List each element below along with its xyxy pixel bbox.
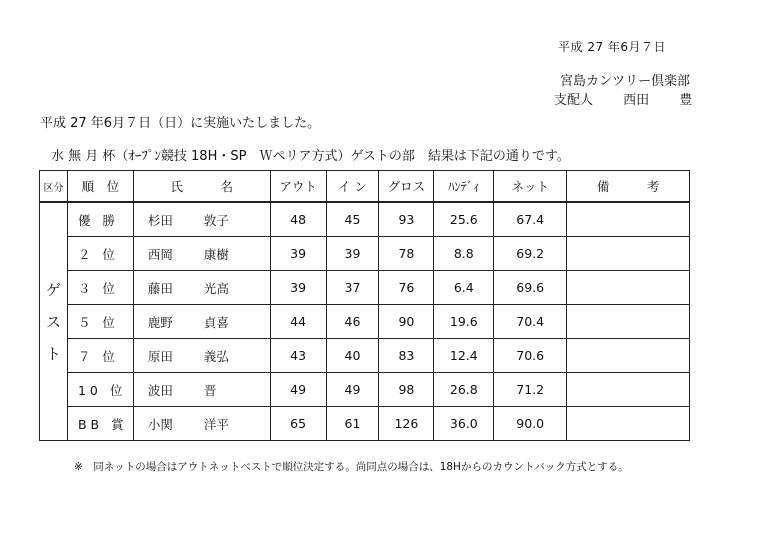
- player-name-cell: [133, 305, 270, 339]
- table-header-row: [40, 171, 690, 203]
- category-char: ゲ: [45, 280, 61, 299]
- footnote: ※ 同ネットの場合はアウトネットベストで順位決定する。尚同点の場合は、18Hからのカウントバック方式とする。: [74, 461, 629, 473]
- net-score-cell: 71.2: [494, 373, 567, 407]
- header-name: 氏 名: [133, 171, 270, 203]
- gross-score-cell: 78: [379, 237, 434, 271]
- gross-score-cell: 93: [379, 202, 434, 237]
- category-char: ス: [45, 312, 61, 331]
- rank-cell: ７ 位: [67, 339, 133, 373]
- player-surname: 波田: [147, 382, 173, 398]
- player-given-name: 義弘: [203, 348, 229, 364]
- player-name-cell: [133, 237, 270, 271]
- remarks-cell: [567, 373, 690, 407]
- player-name-cell: [133, 339, 270, 373]
- out-score-cell: 43: [270, 339, 326, 373]
- intro-text: 平成 27 年6月７日（日）に実施いたしました。: [40, 116, 321, 131]
- handicap-cell: 6.4: [434, 271, 494, 305]
- remarks-cell: [567, 271, 690, 305]
- header-rank: 順 位: [67, 171, 133, 203]
- in-score-cell: 61: [326, 407, 379, 441]
- manager-given-name: 豊: [679, 93, 693, 108]
- gross-score-cell: 98: [379, 373, 434, 407]
- net-score-cell: 90.0: [494, 407, 567, 441]
- player-surname: 藤田: [147, 280, 173, 296]
- out-score-cell: 39: [270, 271, 326, 305]
- out-score-cell: 65: [270, 407, 326, 441]
- table-row: [40, 202, 690, 237]
- handicap-cell: 36.0: [434, 407, 494, 441]
- header-handicap: ﾊﾝﾃﾞｨ: [434, 171, 494, 203]
- player-given-name: 康樹: [203, 246, 229, 262]
- table-row: [40, 305, 690, 339]
- rank-cell: BB 賞: [67, 407, 133, 441]
- manager-role: 支配人: [554, 93, 594, 108]
- handicap-cell: 25.6: [434, 202, 494, 237]
- document-date: 平成 27 年6月７日: [558, 40, 667, 54]
- player-surname: 原田: [147, 348, 173, 364]
- table-row: [40, 271, 690, 305]
- player-given-name: 敦子: [203, 212, 229, 228]
- table-row: [40, 407, 690, 441]
- in-score-cell: 49: [326, 373, 379, 407]
- rank-cell: ５ 位: [67, 305, 133, 339]
- table-row: [40, 237, 690, 271]
- remarks-cell: [567, 407, 690, 441]
- results-heading: 水 無 月 杯（ｵｰﾌﾟﾝ競技 18H・SP Ｗペリア方式）ゲストの部 結果は下記の通りです。: [51, 149, 570, 164]
- net-score-cell: 70.6: [494, 339, 567, 373]
- player-given-name: 貞喜: [203, 314, 229, 330]
- rank-cell: 10 位: [67, 373, 133, 407]
- net-score-cell: 69.2: [494, 237, 567, 271]
- player-given-name: 晋: [203, 382, 217, 398]
- handicap-cell: 19.6: [434, 305, 494, 339]
- handicap-cell: 8.8: [434, 237, 494, 271]
- out-score-cell: 49: [270, 373, 326, 407]
- table-row: [40, 339, 690, 373]
- player-name-cell: [133, 271, 270, 305]
- club-name: 宮島カンツリー倶楽部: [560, 74, 691, 89]
- player-name-cell: [133, 202, 270, 237]
- table-row: [40, 373, 690, 407]
- net-score-cell: 67.4: [494, 202, 567, 237]
- header-out: アウト: [270, 171, 326, 203]
- gross-score-cell: 83: [379, 339, 434, 373]
- category-char: ト: [45, 344, 61, 363]
- gross-score-cell: 76: [379, 271, 434, 305]
- remarks-cell: [567, 237, 690, 271]
- player-surname: 杉田: [147, 212, 173, 228]
- header-gross: グロス: [379, 171, 434, 203]
- in-score-cell: 45: [326, 202, 379, 237]
- header-net: ネット: [494, 171, 567, 203]
- net-score-cell: 69.6: [494, 271, 567, 305]
- in-score-cell: 40: [326, 339, 379, 373]
- remarks-cell: [567, 202, 690, 237]
- player-surname: 西岡: [147, 246, 173, 262]
- handicap-cell: 12.4: [434, 339, 494, 373]
- remarks-cell: [567, 339, 690, 373]
- gross-score-cell: 126: [379, 407, 434, 441]
- player-name-cell: [133, 373, 270, 407]
- out-score-cell: 48: [270, 202, 326, 237]
- gross-score-cell: 90: [379, 305, 434, 339]
- net-score-cell: 70.4: [494, 305, 567, 339]
- player-given-name: 洋平: [203, 416, 229, 432]
- rank-cell: 優 勝: [67, 202, 133, 237]
- player-given-name: 光高: [203, 280, 229, 296]
- out-score-cell: 44: [270, 305, 326, 339]
- handicap-cell: 26.8: [434, 373, 494, 407]
- manager-signature: [554, 89, 692, 108]
- in-score-cell: 46: [326, 305, 379, 339]
- in-score-cell: 39: [326, 237, 379, 271]
- out-score-cell: 39: [270, 237, 326, 271]
- header-category: 区分: [40, 171, 68, 203]
- category-guest-cell: [40, 202, 68, 441]
- rank-cell: ３ 位: [67, 271, 133, 305]
- in-score-cell: 37: [326, 271, 379, 305]
- player-surname: 鹿野: [147, 314, 173, 330]
- player-name-cell: [133, 407, 270, 441]
- player-surname: 小関: [147, 416, 173, 432]
- rank-cell: ２ 位: [67, 237, 133, 271]
- results-table: [39, 170, 690, 441]
- header-in: イ ン: [326, 171, 379, 203]
- header-remarks: 備 考: [567, 171, 690, 203]
- remarks-cell: [567, 305, 690, 339]
- manager-surname: 西田: [623, 93, 650, 108]
